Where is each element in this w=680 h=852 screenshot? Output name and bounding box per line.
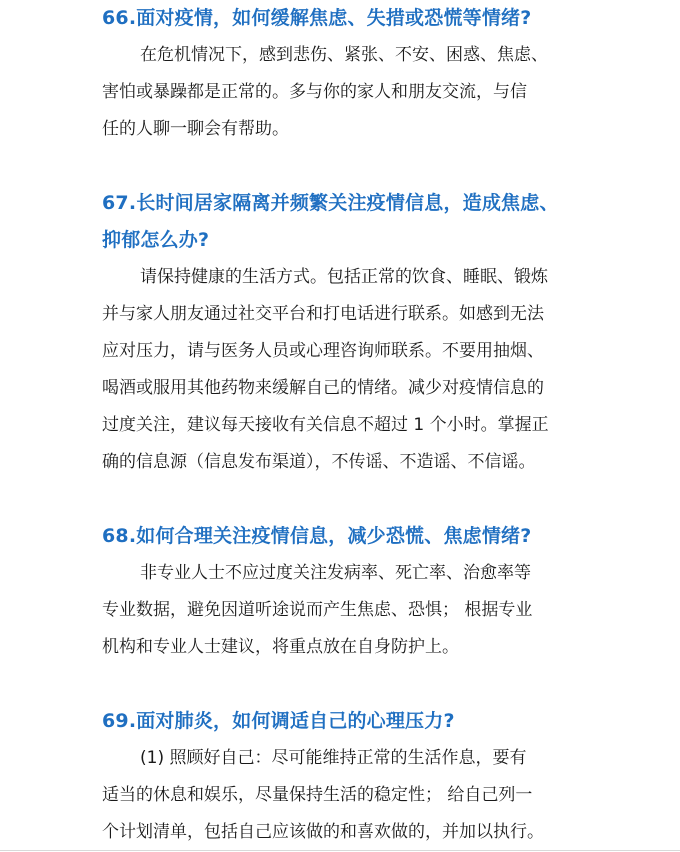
answer-line: 并与家人朋友通过社交平台和打电话进行联系。如感到无法 xyxy=(102,304,544,324)
qa-section-68 xyxy=(0,518,680,666)
answer-line: 害怕或暴躁都是正常的。多与你的家人和朋友交流，与信 xyxy=(102,82,527,102)
answer-line: 个计划清单，包括自己应该做的和喜欢做的，并加以执行。 xyxy=(102,822,544,842)
answer-line: 专业数据，避免因道听途说而产生焦虑、恐惧； 根据专业 xyxy=(102,600,533,620)
question-title-66: 66.面对疫情，如何缓解焦虑、失措或恐慌等情绪? xyxy=(102,7,532,29)
question-title-line: 67.长时间居家隔离并频繁关注疫情信息，造成焦虑、 xyxy=(102,192,559,214)
answer-line: 请保持健康的生活方式。包括正常的饮食、睡眠、锻炼 xyxy=(140,267,548,287)
answer-69 xyxy=(0,740,574,851)
qa-section-67 xyxy=(0,185,680,481)
answer-66 xyxy=(0,37,574,148)
bottom-divider xyxy=(0,850,680,851)
answer-line: 过度关注，建议每天接收有关信息不超过 1 个小时。掌握正 xyxy=(102,415,549,435)
answer-line: 应对压力，请与医务人员或心理咨询师联系。不要用抽烟、 xyxy=(102,341,544,361)
question-title-69: 69.面对肺炎，如何调适自己的心理压力? xyxy=(102,710,455,732)
question-title-line: 抑郁怎么办? xyxy=(102,229,210,251)
qa-section-69 xyxy=(0,703,680,851)
answer-line: 在危机情况下，感到悲伤、紧张、不安、困惑、焦虑、 xyxy=(140,45,548,65)
question-title-68: 68.如何合理关注疫情信息，减少恐慌、焦虑情绪? xyxy=(102,525,532,547)
answer-line: 确的信息源（信息发布渠道），不传谣、不造谣、不信谣。 xyxy=(102,452,536,472)
answer-line: 非专业人士不应过度关注发病率、死亡率、治愈率等 xyxy=(140,563,531,583)
answer-line: 适当的休息和娱乐，尽量保持生活的稳定性； 给自己列一 xyxy=(102,785,533,805)
answer-line: (1) 照顾好自己：尽可能维持正常的生活作息，要有 xyxy=(140,748,527,768)
qa-section-66 xyxy=(0,0,680,148)
answer-68 xyxy=(0,555,574,666)
answer-line: 机构和专业人士建议，将重点放在自身防护上。 xyxy=(102,637,459,657)
question-title-67 xyxy=(0,185,680,259)
answer-line: 任的人聊一聊会有帮助。 xyxy=(102,119,289,139)
answer-67 xyxy=(0,259,574,481)
answer-line: 喝酒或服用其他药物来缓解自己的情绪。减少对疫情信息的 xyxy=(102,378,544,398)
